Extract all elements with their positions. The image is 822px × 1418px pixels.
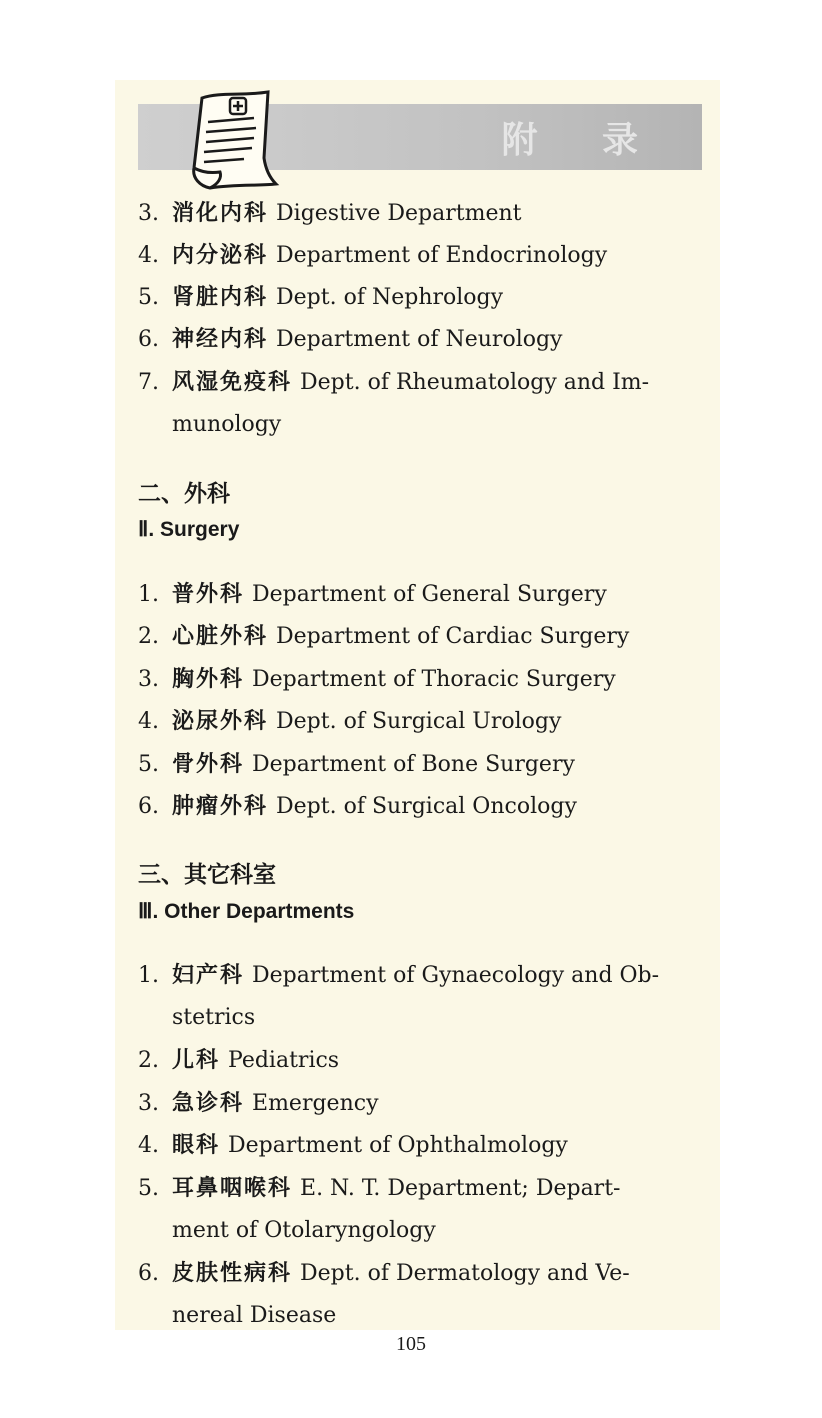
list-item: 1. 普外科 Department of General Surgery <box>138 582 607 607</box>
list-item: 2. 心脏外科 Department of Cardiac Surgery <box>138 624 630 649</box>
list-item: 5. 肾脏内科 Dept. of Nephrology <box>138 285 504 310</box>
list-item: 3. 急诊科 Emergency <box>138 1091 379 1116</box>
list-item: 6. 肿瘤外科 Dept. of Surgical Oncology <box>138 794 577 819</box>
page-number: 105 <box>396 1333 426 1355</box>
list-item: 3. 胸外科 Department of Thoracic Surgery <box>138 667 616 692</box>
list-item: 5. 骨外科 Department of Bone Surgery <box>138 752 575 777</box>
list-item: 4. 眼科 Department of Ophthalmology <box>138 1133 568 1158</box>
list-item: 4. 内分泌科 Department of Endocrinology <box>138 243 608 268</box>
list-item-continuation: nereal Disease <box>172 1303 337 1328</box>
list-item: 3. 消化内科 Digestive Department <box>138 201 522 226</box>
list-item: 4. 泌尿外科 Dept. of Surgical Urology <box>138 709 562 734</box>
list-item: 6. 皮肤性病科 Dept. of Dermatology and Ve- <box>138 1261 630 1286</box>
list-item-continuation: ment of Otolaryngology <box>172 1218 436 1243</box>
section-heading-zh: 三、其它科室 <box>138 862 276 888</box>
list-item: 2. 儿科 Pediatrics <box>138 1048 340 1073</box>
list-item: 7. 风湿免疫科 Dept. of Rheumatology and Im- <box>138 370 650 395</box>
section-heading-en: Ⅱ. Surgery <box>138 518 240 541</box>
appendix-title: 附 录 <box>501 120 664 161</box>
list-item-continuation: munology <box>172 412 282 437</box>
list-item: 1. 妇产科 Department of Gynaecology and Ob- <box>138 963 660 988</box>
list-item: 5. 耳鼻咽喉科 E. N. T. Department; Depart- <box>138 1176 621 1201</box>
section-heading-zh: 二、外科 <box>138 481 230 507</box>
section-heading-en: Ⅲ. Other Departments <box>138 900 355 923</box>
list-item-continuation: stetrics <box>172 1005 256 1030</box>
list-item: 6. 神经内科 Department of Neurology <box>138 327 563 352</box>
